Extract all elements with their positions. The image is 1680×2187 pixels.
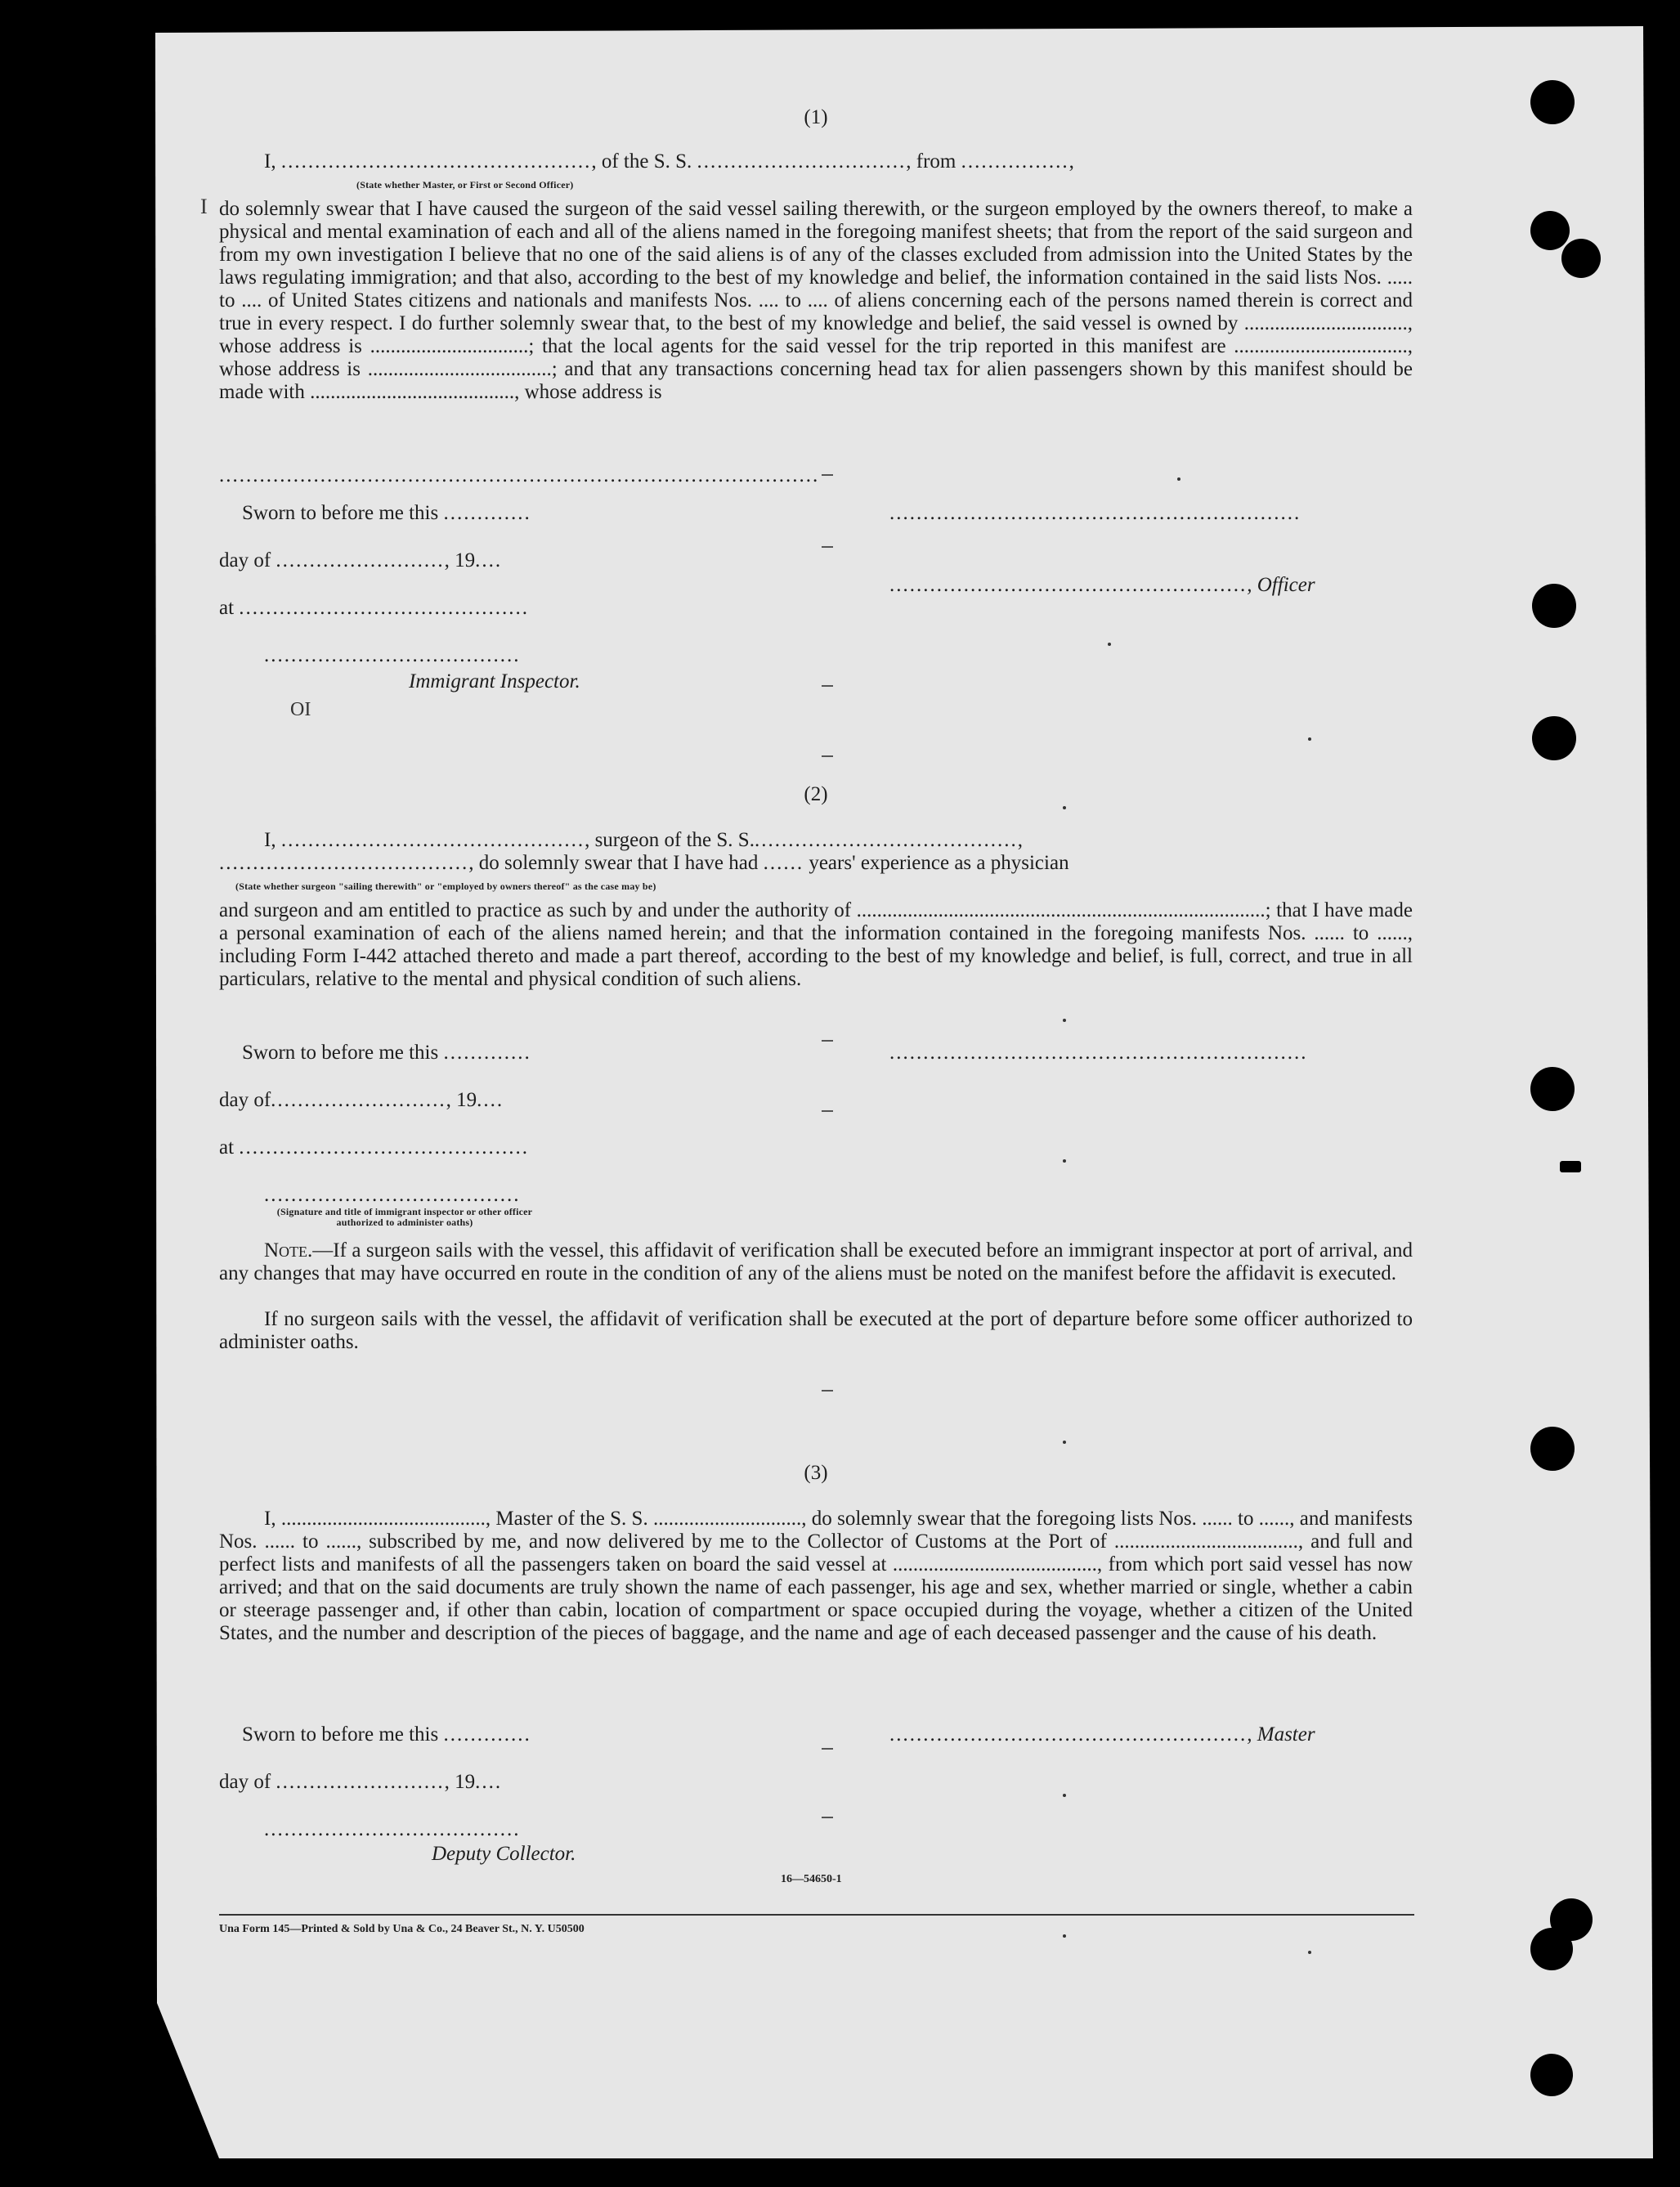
s1-officer-line: ....................................................., Officer	[889, 574, 1315, 596]
bleed-mark	[822, 1390, 833, 1392]
bleed-mark	[822, 474, 833, 476]
s3-day-line: day of ........................., 19....	[219, 1771, 503, 1793]
bleed-speck	[1308, 737, 1311, 741]
s2-inspector-sign-line: ......................................	[264, 1184, 521, 1206]
s1-i-label: I,	[264, 150, 281, 173]
bleed-mark	[822, 685, 833, 687]
s1-inspector-sign-line: ......................................	[264, 644, 521, 666]
s1-inspector-label: Immigrant Inspector.	[409, 670, 580, 692]
punch-hole	[1530, 211, 1570, 250]
s2-signature-line: ..............................................................	[889, 1042, 1308, 1064]
s2-second-line: ....................................., do solemnly swear that I have had ...... years' experience as a physician	[219, 852, 1069, 874]
punch-hole	[1530, 1427, 1575, 1471]
margin-mark: OI	[290, 699, 311, 720]
punch-hole	[1530, 80, 1575, 124]
bleed-speck	[1308, 1951, 1311, 1954]
punch-hole	[1560, 1161, 1581, 1172]
punch-hole	[1530, 1067, 1575, 1111]
bleed-mark	[822, 1748, 833, 1750]
s2-day-line: day of.........................., 19....	[219, 1089, 504, 1111]
s3-paragraph: I, ........................................, Master of the S. S. ............................., do solemnly swear that the foregoing lists Nos. ...... to ......, and manifests Nos. ...... to ......, subscribed by me, and now delivered by me to the Collector of Customs at the Port of ...................................., and full and perfect lists and manifests of all the passengers taken on board the said vessel at ........................................, from which port said vessel has now arrived; and that on the said documents are truly shown the name of each passenger, his age and sex, whether married or single, whether a cabin or steerage passenger and, if other than cabin, location of compartment or space occupied during the voyage, whether a citizen of the United States, and the number and description of the pieces of baggage, and the name and age of each deceased passenger and the cause of his death.	[219, 1508, 1413, 1644]
s1-trailing-dots: .........................................................................................	[219, 464, 820, 486]
footer-imprint: Una Form 145—Printed & Sold by Una & Co., 24 Beaver St., N. Y. U50500	[219, 1923, 585, 1935]
bleed-speck	[1063, 1019, 1066, 1022]
s1-master-note: (State whether Master, or First or Second Officer)	[356, 179, 574, 190]
s2-surgeon-note: (State whether surgeon "sailing therewith" or "employed by owners thereof" as the case may be)	[235, 881, 656, 892]
section-2-number: (2)	[804, 783, 828, 805]
bleed-mark	[822, 546, 833, 548]
s1-of-ss-label: , of the S. S.	[591, 150, 697, 173]
section-3-number: (3)	[804, 1462, 828, 1484]
s2-note: Note.—If a surgeon sails with the vessel, this affidavit of verification shall be executed before an immigrant inspector at port of arrival, and any changes that may have occurred en route in the condition of any of the aliens must be noted on the manifest before the affidavit is executed.	[219, 1239, 1413, 1284]
bleed-speck	[1063, 1794, 1066, 1797]
bleed-speck	[1063, 1441, 1066, 1444]
s1-paragraph: do solemnly swear that I have caused the surgeon of the said vessel sailing therewith, or the surgeon employed by the owners thereof, to make a physical and mental examination of each and all of the aliens named in the foregoing manifest sheets; that from the report of the said surgeon and from my own investigation I believe that no one of the said aliens is of any of the classes excluded from admission into the United States by the laws regulating immigration; and that also, according to the best of my knowledge and belief, the information contained in the said lists Nos. ..... to .... of United States citizens and nationals and manifests Nos. .... to .... of aliens concerning each of the persons named therein is correct and true in every respect. I do further solemnly swear that, to the best of my knowledge and belief, the said vessel is owned by ................................, whose address is ...............................; that the local agents for the said vessel for the trip reported in this manifest are .................................., whose address is ....................................; and that any transactions concerning head tax for alien passengers shown by this manifest should be made with ........................................, whose address is	[219, 198, 1413, 403]
punch-hole	[1532, 716, 1576, 760]
margin-mark: I	[200, 195, 208, 218]
s3-collector-label: Deputy Collector.	[432, 1843, 576, 1865]
footer-rule	[219, 1914, 1414, 1916]
s2-sworn-line: Sworn to before me this .............	[242, 1042, 531, 1064]
bleed-mark	[822, 1817, 833, 1818]
form-number: 16—54650-1	[781, 1873, 842, 1885]
s2-note-2: If no surgeon sails with the vessel, the affidavit of verification shall be executed at the port of departure before some officer authorized to administer oaths.	[219, 1308, 1413, 1353]
s3-master-line: ....................................................., Master	[889, 1723, 1315, 1746]
s2-signature-note: (Signature and title of immigrant inspector or other officer authorized to administer oaths)	[276, 1206, 533, 1228]
s3-collector-sign-line: ......................................	[264, 1818, 521, 1840]
bleed-speck	[1108, 643, 1111, 646]
section-1-first-line: I, .............................................., of the S. S. ..............................., from ................,	[219, 150, 1074, 173]
punch-hole	[1530, 1928, 1573, 1970]
bleed-mark	[822, 755, 833, 757]
punch-hole	[1530, 2054, 1573, 2096]
s1-day-line: day of ........................., 19....	[219, 549, 503, 571]
s2-at-line: at ...........................................	[219, 1136, 530, 1158]
s1-signature-line: .............................................................	[889, 502, 1301, 524]
bleed-mark	[822, 1110, 833, 1112]
punch-hole	[1561, 239, 1601, 278]
s2-first-line: I, ............................................., surgeon of the S. S........................................,	[264, 829, 1023, 851]
bleed-mark	[822, 1040, 833, 1042]
s1-sworn-line: Sworn to before me this .............	[242, 502, 531, 524]
section-1-number: (1)	[804, 106, 828, 128]
bleed-speck	[1177, 477, 1180, 481]
s1-at-line: at ...........................................	[219, 597, 530, 619]
bleed-speck	[1063, 1934, 1066, 1938]
punch-hole	[1532, 584, 1576, 628]
bleed-speck	[1063, 1159, 1066, 1163]
bleed-speck	[1063, 806, 1066, 809]
s1-from-label: , from	[906, 150, 961, 173]
s3-sworn-line: Sworn to before me this .............	[242, 1723, 531, 1746]
s2-paragraph: and surgeon and am entitled to practice as such by and under the authority of ................................................................................; that I have made a personal examination of each of the aliens named herein; and that the information contained in the foregoing manifests Nos. ...... to ......, including Form I-442 attached thereto and made a part thereof, according to the best of my knowledge and belief, is full, correct, and true in all particulars, relative to the mental and physical condition of such aliens.	[219, 899, 1413, 990]
